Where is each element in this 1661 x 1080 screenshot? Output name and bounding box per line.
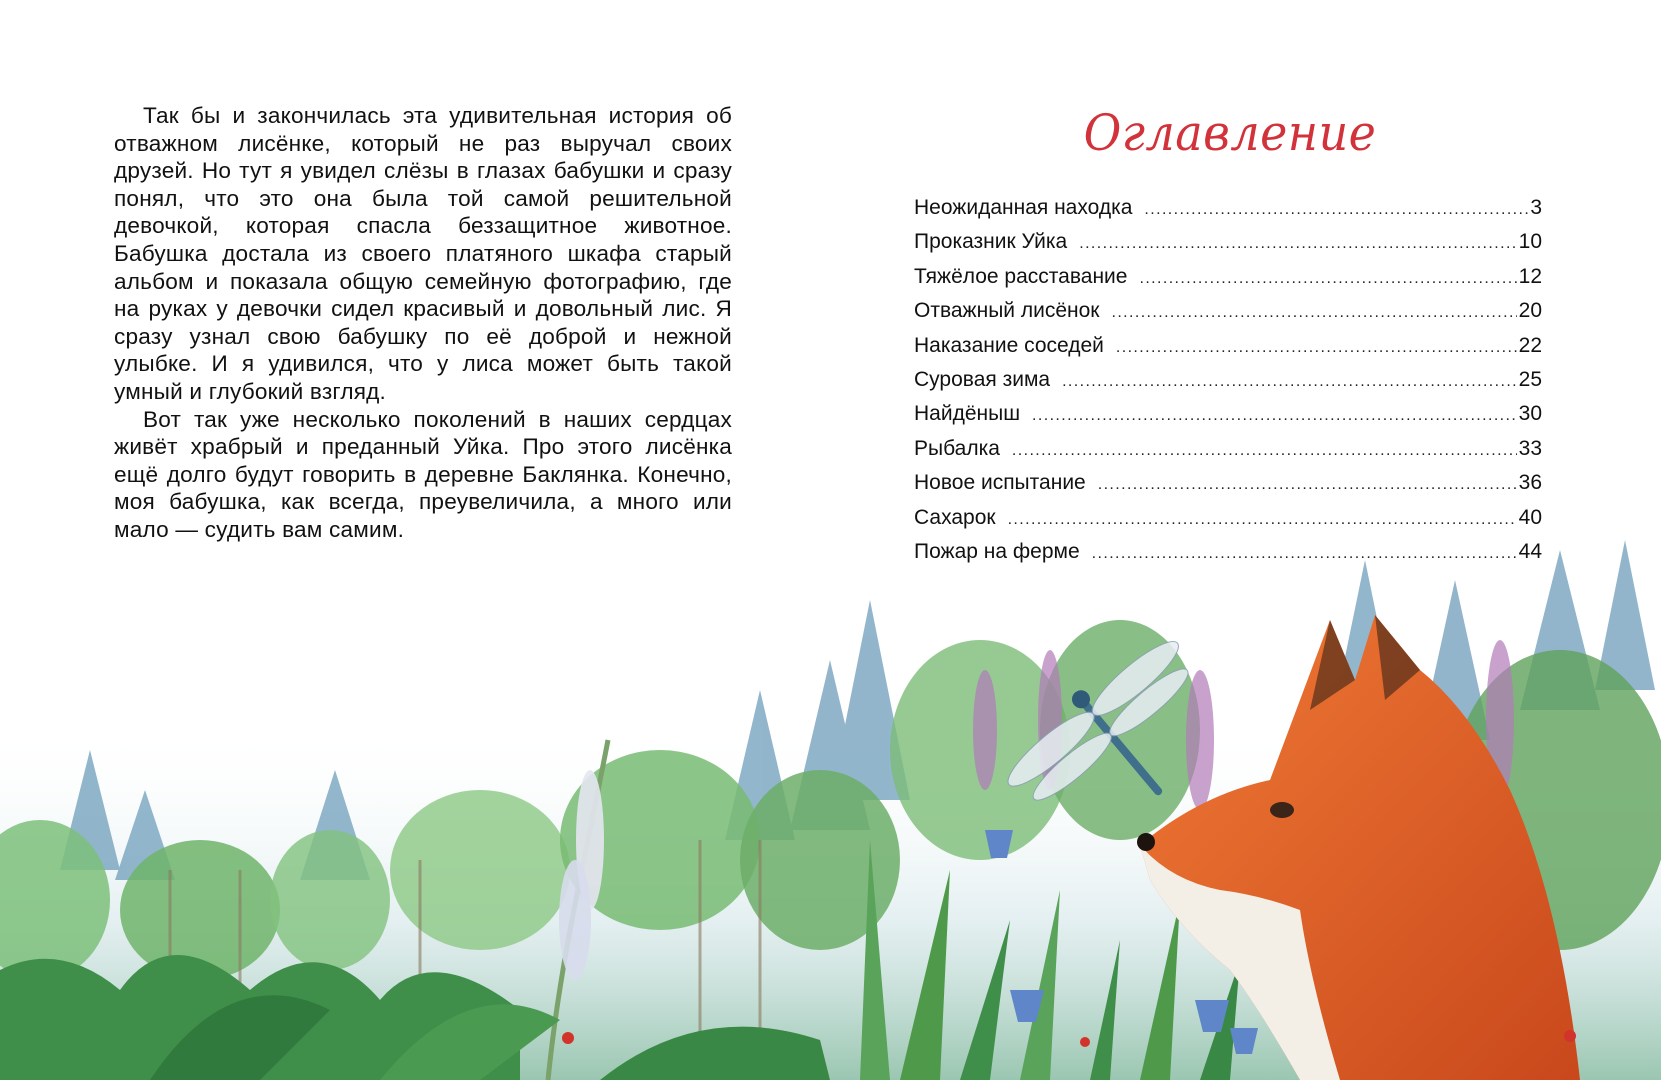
toc-entry-page: 33: [1518, 436, 1542, 460]
toc-leader: [1079, 235, 1516, 253]
toc-entry[interactable]: [914, 437, 1542, 471]
toc-entry-page: 30: [1518, 402, 1542, 426]
toc-entry[interactable]: [914, 299, 1542, 333]
toc-entry[interactable]: [914, 402, 1542, 436]
toc-entry-title: Тяжёлое расставание: [914, 264, 1128, 288]
toc-entry-page: 36: [1518, 471, 1542, 495]
toc-entry-page: 44: [1518, 539, 1542, 563]
toc-entry-title: Отважный лисёнок: [914, 299, 1100, 323]
story-paragraph-2: Вот так уже несколько поколений в наших сердцах живёт храбрый и преданный Уйка. Про этого лисёнка ещё долго будут говорить в деревне Баклянка. Конечно, моя бабушка, как всегда, преувеличила, а много или мало — судить вам самим.: [114, 406, 732, 542]
toc-entry-title: Проказник Уйка: [914, 230, 1068, 254]
toc-entry-title: Наказание соседей: [914, 333, 1104, 357]
toc-leader: [1139, 270, 1516, 288]
forest-fox-illustration: [0, 540, 1661, 1080]
toc-leader: [1116, 339, 1517, 357]
toc-entry[interactable]: [914, 265, 1542, 299]
table-of-contents: [914, 196, 1542, 574]
toc-leader: [1012, 442, 1517, 460]
toc-entry-page: 12: [1518, 264, 1542, 288]
toc-entry-page: 3: [1530, 196, 1542, 219]
toc-entry-title: Пожар на ферме: [914, 539, 1080, 563]
toc-leader: [1098, 476, 1517, 494]
toc-entry-page: 20: [1518, 299, 1542, 323]
toc-entry-title: Новое испытание: [914, 471, 1086, 495]
toc-leader: [1032, 407, 1517, 425]
toc-entry[interactable]: [914, 368, 1542, 402]
toc-entry-page: 25: [1518, 367, 1542, 391]
toc-entry[interactable]: [914, 196, 1542, 230]
toc-entry-page: 10: [1518, 230, 1542, 254]
toc-entry-page: 22: [1518, 333, 1542, 357]
toc-entry-title: Рыбалка: [914, 436, 1000, 460]
toc-entry-title: Неожиданная находка: [914, 196, 1133, 219]
toc-entry[interactable]: [914, 506, 1542, 540]
toc-entry[interactable]: [914, 334, 1542, 368]
forest-illustration: [0, 540, 1661, 1080]
toc-entry[interactable]: [914, 230, 1542, 264]
toc-entry[interactable]: [914, 471, 1542, 505]
story-text: [114, 102, 732, 544]
toc-entry-title: Найдёныш: [914, 402, 1021, 426]
toc-entry-title: Сахарок: [914, 505, 996, 529]
toc-leader: [1144, 201, 1528, 219]
toc-entry-page: 40: [1518, 505, 1542, 529]
toc-title: Оглавление: [1083, 104, 1377, 162]
toc-entry-title: Суровая зима: [914, 367, 1051, 391]
toc-leader: [1062, 373, 1517, 391]
toc-leader: [1008, 511, 1517, 529]
toc-leader: [1111, 304, 1516, 322]
story-paragraph-1: Так бы и закончилась эта удивительная история об отважном лисёнке, который не раз выручал своих друзей. Но тут я увидел слёзы в глазах бабушки и сразу понял, что это она была той самой решительной девочкой, которая спасла беззащитное животное. Бабушка достала из своего платяного шкафа старый альбом и показала общую семейную фотографию, где на руках у девочки сидел красивый и довольный лис. Я сразу узнал свою бабушку по её доброй и нежной улыбке. И я удивился, что у лиса может быть такой умный и глубокий взгляд.: [114, 103, 732, 404]
